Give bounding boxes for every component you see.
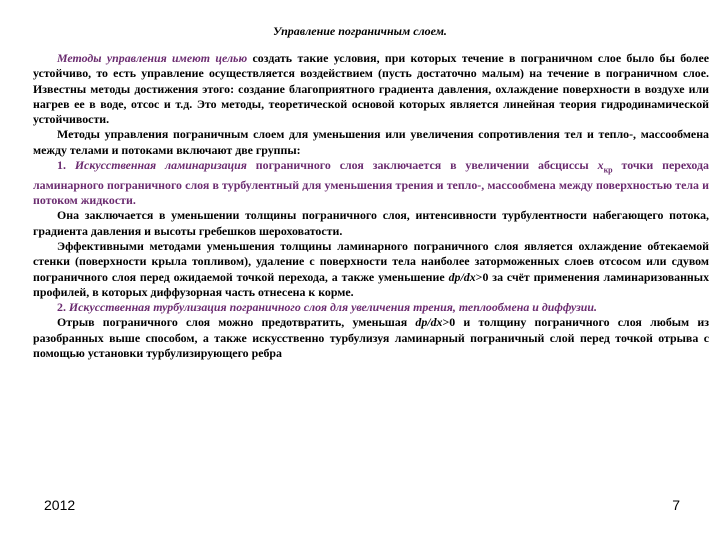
paragraph-groups: Методы управления пограничным слоем для уменьшения или увеличения сопротивления тел и тепло-, массообмена между телами и потоками включают две группы:: [33, 127, 709, 157]
methods-text-a: Эффективными методами уменьшения толщины ламинарного пограничного слоя является охлаждение обтекаемой стенки (поверхности крыла топливом), удаление с поверхности тела наиболее заторможенных слоев отсосом или сдувом пограничного слоя перед ожидаемой точкой перехода, а также уменьшение: [33, 238, 709, 284]
slide-title: Управление пограничным слоем.: [273, 24, 447, 38]
variable-x: x: [597, 158, 604, 173]
separation-text-b: >0 и толщину пограничного слоя любым из разобранных выше способом, а также искусственно турбулизуя ламинарный пограничный слой перед точкой отрыва с помощью установки турбулизирующего ребра: [33, 315, 710, 361]
intro-text: создать такие условия, при которых течение в пограничном слое было бы более устойчиво, то есть управление осуществляется воздействием (пусть достаточно малым) на течение в пограничном слое. Известны методы достижения этого: создание благоприятного градиента давления, охлаждение поверхности в воздухе или нагрев ее в воде, отсос и т.д. Это методы, теоретической основой которых является линейная теория гидродинамической устойчивости.: [33, 51, 709, 127]
paragraph-methods: [33, 239, 709, 300]
footer-year: 2012: [44, 497, 76, 513]
intro-lead: Методы управления имеют целью: [57, 51, 248, 65]
methods-text-b: >0 за счёт применения ламинаризованных профилей, в которых диффузорная часть отнесена к корме.: [33, 269, 710, 299]
item-number-1: 1.: [57, 158, 75, 173]
laminarization-mid: пограничного слоя заключается в увеличении абсциссы: [246, 158, 598, 173]
slide-body: [33, 51, 709, 361]
pressure-gradient-expr: dp/dx: [448, 269, 476, 284]
paragraph-turbulization: [33, 300, 709, 315]
page-number: 7: [672, 497, 680, 513]
paragraph-thickness: Она заключается в уменьшении толщины пограничного слоя, интенсивности турбулентности набегающего потока, градиента давления и высоты гребешков шероховатости.: [33, 208, 709, 238]
turbulization-text: Искусственная турбулизация пограничного слоя для увеличения трения, теплообмена и диффузии.: [68, 300, 598, 315]
separation-text-a: Отрыв пограничного слоя можно предотвратить, уменьшая: [57, 315, 416, 330]
pressure-gradient-expr-2: dp/dx: [415, 315, 443, 330]
item-number-2: 2.: [57, 300, 69, 315]
laminarization-rest: точки перехода ламинарного пограничного слоя в турбулентный для уменьшения трения и тепло-, массообмена между поверхностью тела и потоком жидкости.: [33, 158, 709, 208]
paragraph-intro: [33, 51, 709, 127]
paragraph-separation: [33, 315, 709, 361]
paragraph-laminarization: [33, 158, 709, 208]
variable-x-subscript: кр: [603, 165, 613, 175]
term-laminarization: Искусственная ламинаризация: [74, 158, 247, 173]
